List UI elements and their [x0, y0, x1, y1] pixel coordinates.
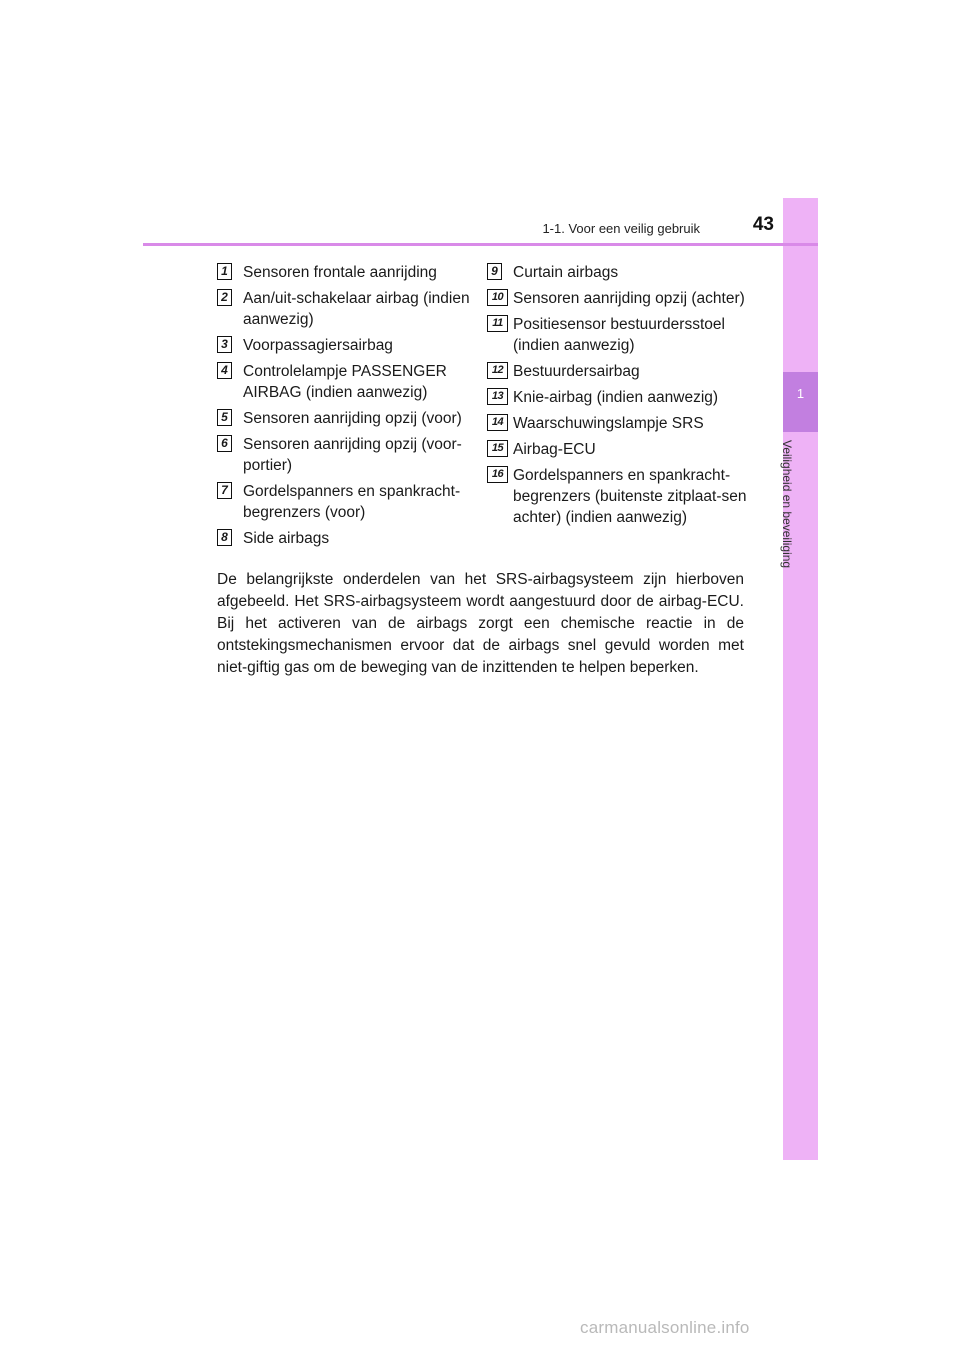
list-item	[217, 528, 477, 549]
item-number-badge: 3	[217, 336, 232, 353]
item-number-badge: 1	[217, 263, 232, 280]
item-number-badge: 14	[487, 414, 508, 431]
list-item	[487, 262, 747, 283]
component-list-left	[217, 262, 477, 554]
item-text: Gordelspanners en spankracht-begrenzers (voor)	[243, 483, 461, 521]
item-number-badge: 9	[487, 263, 502, 280]
item-text: Controlelampje PASSENGER AIRBAG (indien aanwezig)	[243, 363, 447, 401]
item-number-badge: 10	[487, 289, 508, 306]
chapter-tab-active-marker[interactable]	[783, 372, 818, 432]
item-text: Sensoren aanrijding opzij (achter)	[513, 290, 745, 307]
item-number-badge: 16	[487, 466, 508, 483]
list-item	[217, 434, 477, 476]
item-text: Knie-airbag (indien aanwezig)	[513, 389, 719, 406]
chapter-number: 1	[796, 386, 805, 401]
item-number-badge: 13	[487, 388, 508, 405]
list-item	[217, 361, 477, 403]
item-number-badge: 15	[487, 440, 508, 457]
item-number-badge: 11	[487, 315, 508, 332]
item-text: Bestuurdersairbag	[513, 363, 640, 380]
list-item	[217, 262, 477, 283]
item-number-badge: 5	[217, 409, 232, 426]
list-item	[217, 335, 477, 356]
item-number-badge: 12	[487, 362, 508, 379]
item-number-badge: 4	[217, 362, 232, 379]
list-item	[217, 481, 477, 523]
list-item	[487, 465, 747, 528]
list-item	[487, 361, 747, 382]
item-number-badge: 7	[217, 482, 232, 499]
item-text: Side airbags	[243, 530, 330, 547]
item-text: Aan/uit-schakelaar airbag (indien aanwezig)	[243, 290, 470, 328]
list-item	[487, 387, 747, 408]
list-item	[487, 288, 747, 309]
item-number-badge: 6	[217, 435, 232, 452]
item-text: Sensoren aanrijding opzij (voor-portier)	[243, 436, 462, 474]
chapter-side-tab	[783, 198, 818, 1160]
item-text: Waarschuwingslampje SRS	[513, 415, 704, 432]
list-item	[217, 408, 477, 429]
item-number-badge: 8	[217, 529, 232, 546]
item-text: Sensoren aanrijding opzij (voor)	[243, 410, 462, 427]
header-divider	[143, 243, 818, 246]
list-item	[487, 413, 747, 434]
item-text: Sensoren frontale aanrijding	[243, 264, 437, 281]
section-title: 1-1. Voor een veilig gebruik	[542, 221, 700, 236]
chapter-label: Veiligheid en beveiliging	[780, 440, 794, 569]
item-text: Airbag-ECU	[513, 441, 596, 458]
item-text: Curtain airbags	[513, 264, 619, 281]
item-text: Positiesensor bestuurdersstoel (indien aanwezig)	[513, 316, 725, 354]
list-item	[217, 288, 477, 330]
item-number-badge: 2	[217, 289, 232, 306]
list-item	[487, 439, 747, 460]
list-item	[487, 314, 747, 356]
page-number: 43	[752, 214, 774, 235]
body-paragraph: De belangrijkste onderdelen van het SRS-airbagsysteem zijn hierboven afgebeeld. Het SRS-airbagsysteem wordt aangestuurd door de airbag-ECU. Bij het activeren van de airbags zorgt een chemische reactie in de ontstekingsmechanismen ervoor dat de airbags snel gevuld worden met niet-giftig gas om de beweging van de inzittenden te helpen beperken.	[217, 570, 744, 676]
item-text: Gordelspanners en spankracht-begrenzers (buitenste zitplaat-sen achter) (indien aanwezig)	[513, 467, 747, 526]
watermark-text: carmanualsonline.info	[580, 1318, 750, 1337]
component-list-right	[487, 262, 747, 533]
item-text: Voorpassagiersairbag	[243, 337, 393, 354]
